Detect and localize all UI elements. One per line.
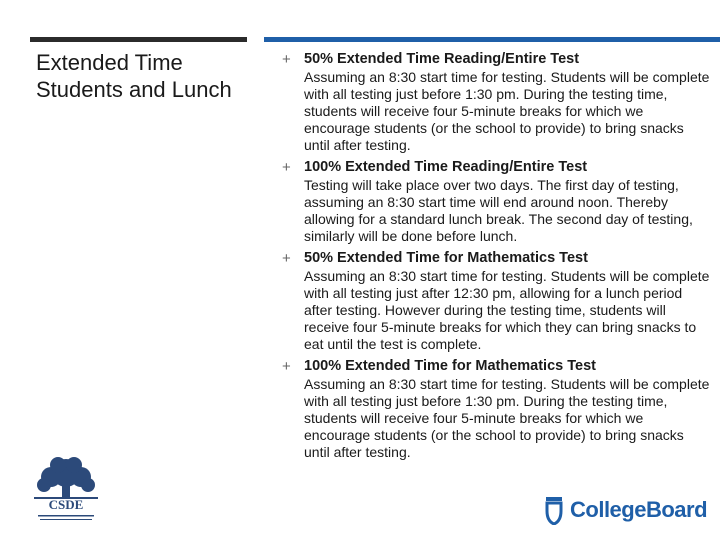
header-accent-bar [264,37,720,42]
item-heading: 50% Extended Time Reading/Entire Test [304,51,580,67]
item-text: Assuming an 8:30 start time for testing. Students will be complete with all testing just before 1:30 pm. During the testing time, students will receive four 5-minute breaks for which we encourage students (or the school to provide) to bring snacks until after testing. [304,376,710,460]
item-heading: 100% Extended Time for Mathematics Test [304,358,596,374]
item-text: Testing will take place over two days. The first day of testing, assuming an 8:30 start time will end around noon. Thereby allowing for a standard lunch break. The second day of testing, similarly will be done before lunch. [304,177,693,244]
acorn-icon [542,495,566,525]
csde-logo-label: CSDE [48,497,84,512]
list-item [282,158,712,245]
plus-bullet-icon: + [282,358,291,375]
list-item [282,50,712,154]
slide-title: Extended Time Students and Lunch [36,50,232,102]
item-text: Assuming an 8:30 start time for testing. Students will be complete with all testing just after 12:30 pm, allowing for a lunch period after testing. However during the testing time, students will receive four 5-minute breaks for which they can bring snacks to eat until the test is complete. [304,268,710,352]
title-underline [30,37,247,42]
list-item [282,357,712,461]
item-heading: 50% Extended Time for Mathematics Test [304,250,588,266]
bullet-list [282,50,712,465]
csde-logo [26,455,106,525]
item-text: Assuming an 8:30 start time for testing. Students will be complete with all testing just before 1:30 pm. During the testing time, students will receive four 5-minute breaks for which we encourage students (or the school to provide) to bring snacks until after testing. [304,69,710,153]
item-heading: 100% Extended Time Reading/Entire Test [304,159,588,175]
plus-bullet-icon: + [282,250,291,267]
list-item [282,249,712,353]
csde-tree-icon [26,455,106,525]
collegeboard-logo [542,492,707,528]
collegeboard-wordmark: CollegeBoard [570,497,708,522]
plus-bullet-icon: + [282,159,291,176]
plus-bullet-icon: + [282,51,291,68]
